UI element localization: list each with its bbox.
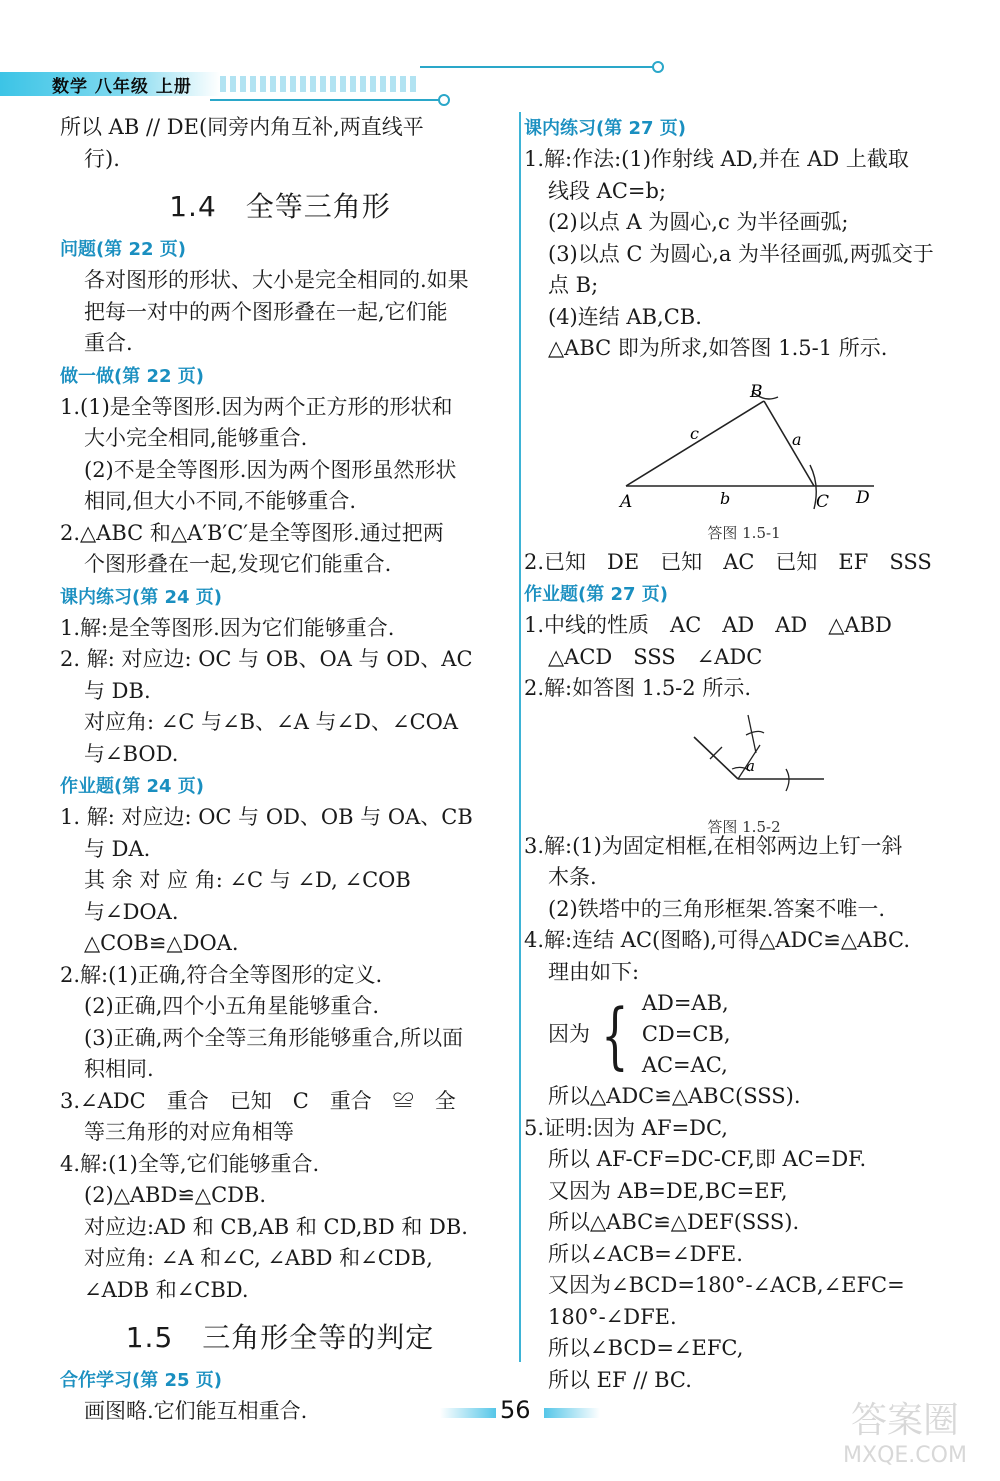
- answer-line: 点 B;: [548, 273, 599, 297]
- header-rule-top: [420, 66, 656, 68]
- chapter-title: 1.5 三角形全等的判定: [125, 1321, 435, 1354]
- answer-line: 又因为∠BCD=180°-∠ACB,∠EFC=: [548, 1273, 905, 1297]
- answer-line: △ACD SSS ∠ADC: [548, 644, 763, 669]
- reason-prefix: 因为: [548, 1021, 590, 1046]
- answer-line: 大小完全相同,能够重合.: [84, 426, 308, 450]
- reason-lines: [642, 988, 731, 1081]
- triangle-construction-diagram: [524, 369, 964, 519]
- answer-line: 3.解:(1)为固定相框,在相邻两边上钉一斜: [524, 833, 903, 858]
- answer-line: 所以 AB // DE(同旁内角互补,两直线平: [60, 115, 424, 139]
- figure-caption-1: 答图 1.5-1: [707, 524, 781, 542]
- right-column: [524, 112, 964, 1396]
- section-heading: 作业题(第 27 页): [524, 584, 669, 605]
- answer-line: 线段 AC=b;: [548, 178, 667, 203]
- angle-construction-diagram: [524, 709, 964, 807]
- answer-line: 对应角: ∠A 和∠C, ∠ABD 和∠CDB,: [84, 1246, 433, 1270]
- reason-line: AD=AB,: [641, 991, 729, 1015]
- left-column: [60, 112, 500, 1428]
- label-C: C: [816, 491, 830, 512]
- section-heading: 课内练习(第 27 页): [524, 118, 687, 139]
- answer-line: 把每一对中的两个图形叠在一起,它们能: [84, 299, 448, 324]
- answer-line: (4)连结 AB,CB.: [548, 304, 702, 329]
- answer-line: 3.∠ADC 重合 已知 C 重合 ≌ 全: [60, 1088, 456, 1113]
- label-c: c: [690, 423, 699, 443]
- answer-line: 其 余 对 应 角: ∠C 与 ∠D, ∠COB: [84, 868, 411, 892]
- answer-line: 2.△ABC 和△A′B′C′是全等图形.通过把两: [60, 520, 444, 545]
- label-a: a: [792, 429, 802, 449]
- footer-decoration-right: [544, 1408, 600, 1418]
- answer-line: (2)铁塔中的三角形框架.答案不唯一.: [548, 896, 886, 921]
- figure-1-5-1: [524, 369, 964, 547]
- angle-label-a: a: [746, 756, 755, 775]
- answer-line: 画图略.它们能互相重合.: [84, 1399, 308, 1423]
- answer-line: 与∠BOD.: [84, 741, 179, 766]
- answer-line: 个图形叠在一起,发现它们能重合.: [84, 552, 392, 576]
- figure-caption-2: 答图 1.5-2: [707, 818, 781, 836]
- answer-line: 相同,但大小不同,不能够重合.: [84, 489, 357, 513]
- svg-text:MXQE.COM: MXQE.COM: [843, 1443, 967, 1468]
- answer-line: 与 DB.: [84, 678, 151, 703]
- answer-line: 与∠DOA.: [84, 899, 179, 924]
- section-heading: 作业题(第 24 页): [60, 776, 205, 797]
- figure-1-5-2: [524, 709, 964, 836]
- answer-line: (2)正确,四个小五角星能够重合.: [84, 994, 380, 1018]
- reason-system: [524, 988, 964, 1081]
- page-number: 56: [500, 1396, 531, 1424]
- answer-line: 4.解:连结 AC(图略),可得△ADC≌△ABC.: [524, 928, 911, 952]
- answer-line: 2. 解: 对应边: OC 与 OB、OA 与 OD、AC: [60, 647, 473, 671]
- answer-line: 积相同.: [84, 1057, 154, 1081]
- answer-line: 1.解:是全等图形.因为它们能够重合.: [60, 615, 395, 640]
- svg-text:答案圈: 答案圈: [850, 1400, 960, 1441]
- answer-line: 所以 EF // BC.: [548, 1367, 692, 1392]
- answer-line: (3)正确,两个全等三角形能够重合,所以面: [84, 1025, 464, 1050]
- answer-line: 2.已知 DE 已知 AC 已知 EF SSS: [524, 549, 932, 574]
- answer-line: 等三角形的对应角相等: [84, 1120, 294, 1144]
- answer-line: 2.解:如答图 1.5-2 所示.: [524, 676, 751, 700]
- answer-line: 行).: [84, 146, 120, 171]
- answer-line: 木条.: [548, 865, 597, 889]
- header-rule-dot: [652, 61, 664, 73]
- answer-line: 所以△ABC≌△DEF(SSS).: [548, 1210, 800, 1234]
- section-heading: 合作学习(第 25 页): [60, 1370, 223, 1391]
- answer-line: 1.中线的性质 AC AD AD △ABD: [524, 613, 892, 637]
- label-b: b: [720, 488, 731, 508]
- answer-line: 对应角: ∠C 与∠B、∠A 与∠D、∠COA: [84, 710, 459, 734]
- running-header: [0, 64, 460, 102]
- chapter-title: 1.4 全等三角形: [169, 190, 391, 223]
- answer-line: △COB≌△DOA.: [84, 931, 239, 955]
- reason-line: CD=CB,: [641, 1022, 731, 1046]
- answer-line: (2)不是全等图形.因为两个图形虽然形状: [84, 457, 457, 482]
- answer-line: 4.解:(1)全等,它们能够重合.: [60, 1151, 320, 1176]
- answer-line: (3)以点 C 为圆心,a 为半径画弧,两弧交于: [548, 241, 934, 266]
- answer-line: (2)△ABD≌△CDB.: [84, 1183, 267, 1207]
- header-rule-bottom: [210, 99, 442, 101]
- section-heading: 做一做(第 22 页): [60, 365, 205, 387]
- label-B: B: [750, 381, 763, 402]
- answer-line: 与 DA.: [84, 836, 151, 861]
- watermark-logo: [820, 1390, 990, 1470]
- answer-line: 各对图形的形状、大小是完全相同的.如果: [84, 268, 469, 292]
- answer-line: (2)以点 A 为圆心,c 为半径画弧;: [548, 210, 849, 234]
- reason-line: AC=AC,: [641, 1053, 728, 1077]
- answer-line: 1.(1)是全等图形.因为两个正方形的形状和: [60, 394, 453, 419]
- answer-line: 所以△ADC≌△ABC(SSS).: [548, 1084, 801, 1108]
- answer-line: ∠ADB 和∠CBD.: [84, 1277, 249, 1302]
- label-D: D: [856, 487, 870, 508]
- header-band-pattern: [220, 76, 420, 92]
- answer-line: △ABC 即为所求,如答图 1.5-1 所示.: [548, 336, 888, 360]
- answer-line: 1. 解: 对应边: OC 与 OD、OB 与 OA、CB: [60, 805, 473, 829]
- answer-line: 对应边:AD 和 CB,AB 和 CD,BD 和 DB.: [84, 1214, 468, 1239]
- answer-line: 2.解:(1)正确,符合全等图形的定义.: [60, 962, 383, 987]
- answer-line: 5.证明:因为 AF=DC,: [524, 1115, 728, 1140]
- header-title: 数学 八年级 上册: [52, 77, 192, 97]
- answer-line: 又因为 AB=DE,BC=EF,: [548, 1178, 788, 1203]
- section-heading: 课内练习(第 24 页): [60, 586, 223, 608]
- answer-line: 180°-∠DFE.: [548, 1304, 677, 1329]
- answer-line: 所以∠ACB=∠DFE.: [548, 1241, 743, 1266]
- left-brace-icon: {: [601, 992, 629, 1077]
- section-heading: 问题(第 22 页): [60, 239, 187, 260]
- header-rule-dot-2: [438, 94, 450, 106]
- footer-decoration-left: [440, 1408, 496, 1418]
- answer-line: 1.解:作法:(1)作射线 AD,并在 AD 上截取: [524, 147, 909, 171]
- label-A: A: [620, 491, 633, 512]
- answer-line: 重合.: [84, 331, 133, 355]
- column-divider: [519, 112, 521, 1362]
- answer-line: 所以 AF-CF=DC-CF,即 AC=DF.: [548, 1147, 867, 1171]
- answer-line: 理由如下:: [548, 959, 640, 984]
- answer-line: 所以∠BCD=∠EFC,: [548, 1336, 744, 1360]
